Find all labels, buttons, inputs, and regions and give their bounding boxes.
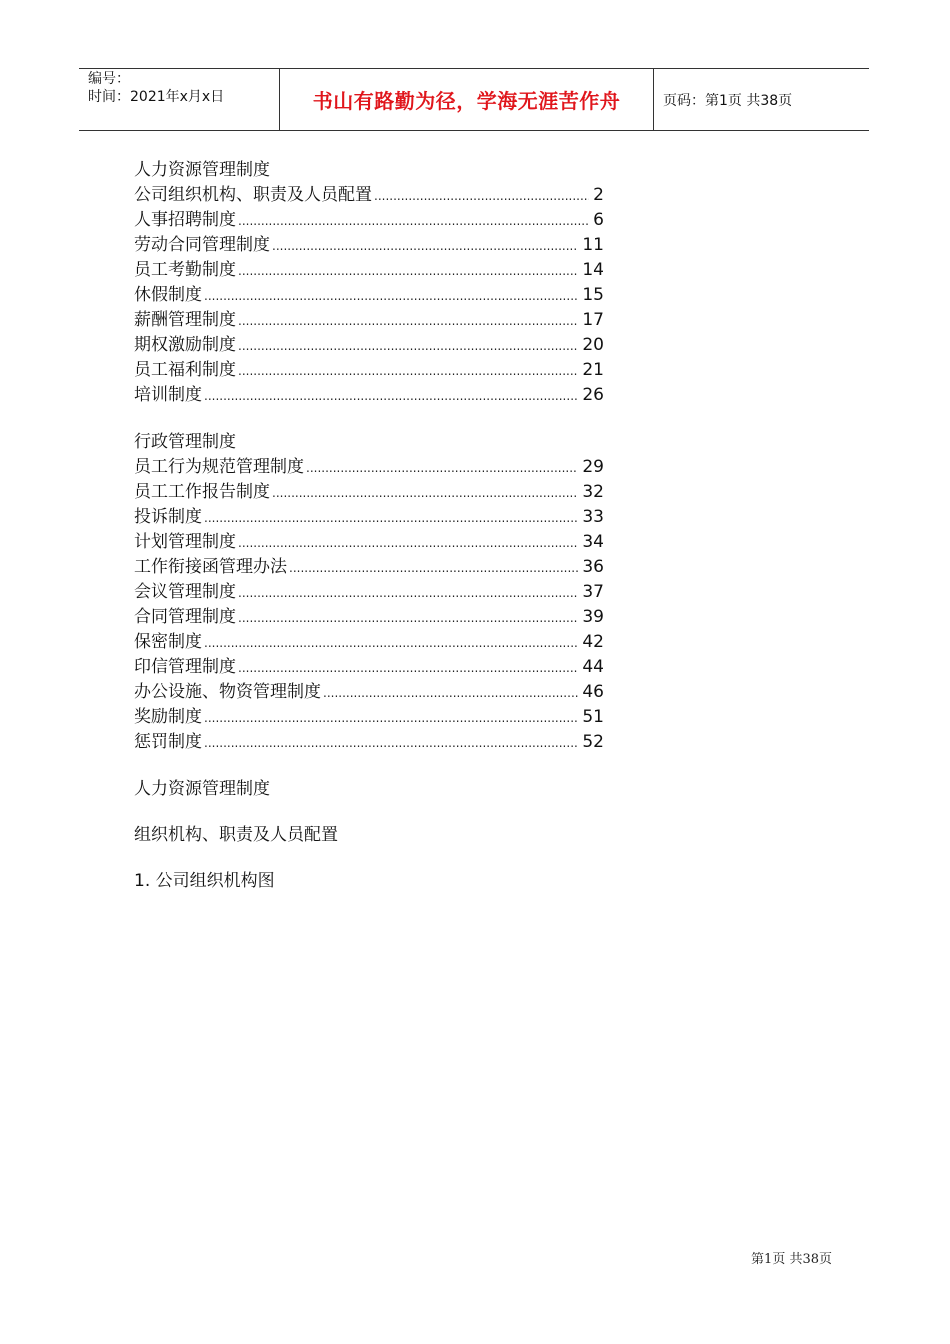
toc-entry-title: 员工行为规范管理制度 xyxy=(134,457,304,477)
toc-entry-title: 惩罚制度 xyxy=(134,732,202,752)
toc-entry-page: 26 xyxy=(582,385,604,405)
toc-dot-leader xyxy=(238,259,578,284)
toc-entry-title: 员工福利制度 xyxy=(134,360,236,380)
toc-entry[interactable] xyxy=(134,630,604,655)
toc-entry[interactable] xyxy=(134,358,604,383)
toc-dot-leader xyxy=(306,456,578,481)
toc-dot-leader xyxy=(204,506,578,531)
toc-entry-page: 37 xyxy=(582,582,604,602)
toc-entry-page: 29 xyxy=(582,457,604,477)
toc-entry[interactable] xyxy=(134,283,604,308)
toc-dot-leader xyxy=(204,706,578,731)
header-motto-cell xyxy=(280,69,654,130)
toc-dot-leader xyxy=(204,731,578,756)
toc-entry-page: 14 xyxy=(582,260,604,280)
header-page-code: 页码：第1页 共38页 xyxy=(663,92,793,109)
toc-entry-title: 薪酬管理制度 xyxy=(134,310,236,330)
toc-entry-page: 2 xyxy=(593,185,604,205)
toc-entry-page: 46 xyxy=(582,682,604,702)
toc-entry-page: 52 xyxy=(582,732,604,752)
toc-dot-leader xyxy=(238,606,578,631)
toc-entry-page: 33 xyxy=(582,507,604,527)
toc-entry[interactable] xyxy=(134,480,604,505)
toc-dot-leader xyxy=(204,284,578,309)
toc-entry-page: 44 xyxy=(582,657,604,677)
toc-group-gap xyxy=(134,408,604,430)
toc-entry[interactable] xyxy=(134,730,604,755)
toc-dot-leader xyxy=(238,656,578,681)
toc-dot-leader xyxy=(238,309,578,334)
toc-entry-title: 员工工作报告制度 xyxy=(134,482,270,502)
toc-entry-title: 公司组织机构、职责及人员配置 xyxy=(134,185,372,205)
toc-dot-leader xyxy=(272,481,578,506)
toc-entry-page: 17 xyxy=(582,310,604,330)
toc-dot-leader xyxy=(323,681,578,706)
document-time-label: 时间：2021年x月x日 xyxy=(88,89,225,105)
page-footer: 第1页 共38页 xyxy=(751,1252,832,1267)
toc-entry-title: 投诉制度 xyxy=(134,507,202,527)
page-header xyxy=(79,68,869,131)
toc-entry-title: 合同管理制度 xyxy=(134,607,236,627)
toc-entry-title: 会议管理制度 xyxy=(134,582,236,602)
toc-entry-page: 34 xyxy=(582,532,604,552)
toc-entry[interactable] xyxy=(134,705,604,730)
toc-entry-title: 印信管理制度 xyxy=(134,657,236,677)
document-content xyxy=(134,158,604,915)
toc-entry-page: 51 xyxy=(582,707,604,727)
toc-entry[interactable] xyxy=(134,655,604,680)
toc-dot-leader xyxy=(238,209,589,234)
subsection-title: 组织机构、职责及人员配置 xyxy=(134,825,338,845)
toc-entry-title: 办公设施、物资管理制度 xyxy=(134,682,321,702)
toc-group-title: 行政管理制度 xyxy=(134,432,236,452)
toc-entry[interactable] xyxy=(134,258,604,283)
toc-entry-title: 劳动合同管理制度 xyxy=(134,235,270,255)
toc-entry-page: 15 xyxy=(582,285,604,305)
toc-entry[interactable] xyxy=(134,580,604,605)
toc-dot-leader xyxy=(204,631,578,656)
toc-entry-title: 奖励制度 xyxy=(134,707,202,727)
toc-entry[interactable] xyxy=(134,183,604,208)
toc-entry[interactable] xyxy=(134,455,604,480)
toc-entry-title: 休假制度 xyxy=(134,285,202,305)
toc-entry-title: 工作衔接函管理办法 xyxy=(134,557,287,577)
toc-entry-page: 32 xyxy=(582,482,604,502)
toc-entry-title: 计划管理制度 xyxy=(134,532,236,552)
toc-group-gap xyxy=(134,755,604,777)
item-heading: 1. 公司组织机构图 xyxy=(134,871,275,891)
header-motto: 书山有路勤为径，学海无涯苦作舟 xyxy=(312,89,621,113)
toc-entry-page: 39 xyxy=(582,607,604,627)
toc-dot-leader xyxy=(238,581,578,606)
toc-entry[interactable] xyxy=(134,208,604,233)
toc-entry[interactable] xyxy=(134,680,604,705)
toc-entry-page: 36 xyxy=(582,557,604,577)
table-of-contents xyxy=(134,158,604,777)
toc-entry[interactable] xyxy=(134,308,604,333)
toc-entry-page: 21 xyxy=(582,360,604,380)
toc-entry-page: 42 xyxy=(582,632,604,652)
toc-entry[interactable] xyxy=(134,530,604,555)
toc-entry-page: 20 xyxy=(582,335,604,355)
toc-entry-title: 期权激励制度 xyxy=(134,335,236,355)
toc-dot-leader xyxy=(238,334,578,359)
section-title: 人力资源管理制度 xyxy=(134,779,270,799)
toc-group-title: 人力资源管理制度 xyxy=(134,160,270,180)
toc-dot-leader xyxy=(238,359,578,384)
toc-entry[interactable] xyxy=(134,383,604,408)
toc-dot-leader xyxy=(238,531,578,556)
toc-entry-title: 人事招聘制度 xyxy=(134,210,236,230)
document-number-label: 编号： xyxy=(88,71,130,87)
toc-entry[interactable] xyxy=(134,233,604,258)
toc-dot-leader xyxy=(289,556,578,581)
toc-entry-title: 培训制度 xyxy=(134,385,202,405)
header-page-cell xyxy=(654,69,869,130)
toc-entry[interactable] xyxy=(134,555,604,580)
toc-dot-leader xyxy=(374,184,589,209)
toc-dot-leader xyxy=(204,384,578,409)
toc-entry-page: 11 xyxy=(582,235,604,255)
toc-entry[interactable] xyxy=(134,333,604,358)
toc-entry-title: 员工考勤制度 xyxy=(134,260,236,280)
toc-entry-page: 6 xyxy=(593,210,604,230)
toc-entry-title: 保密制度 xyxy=(134,632,202,652)
toc-dot-leader xyxy=(272,234,578,259)
header-meta-cell xyxy=(79,69,280,130)
toc-entry[interactable] xyxy=(134,605,604,630)
toc-entry[interactable] xyxy=(134,505,604,530)
